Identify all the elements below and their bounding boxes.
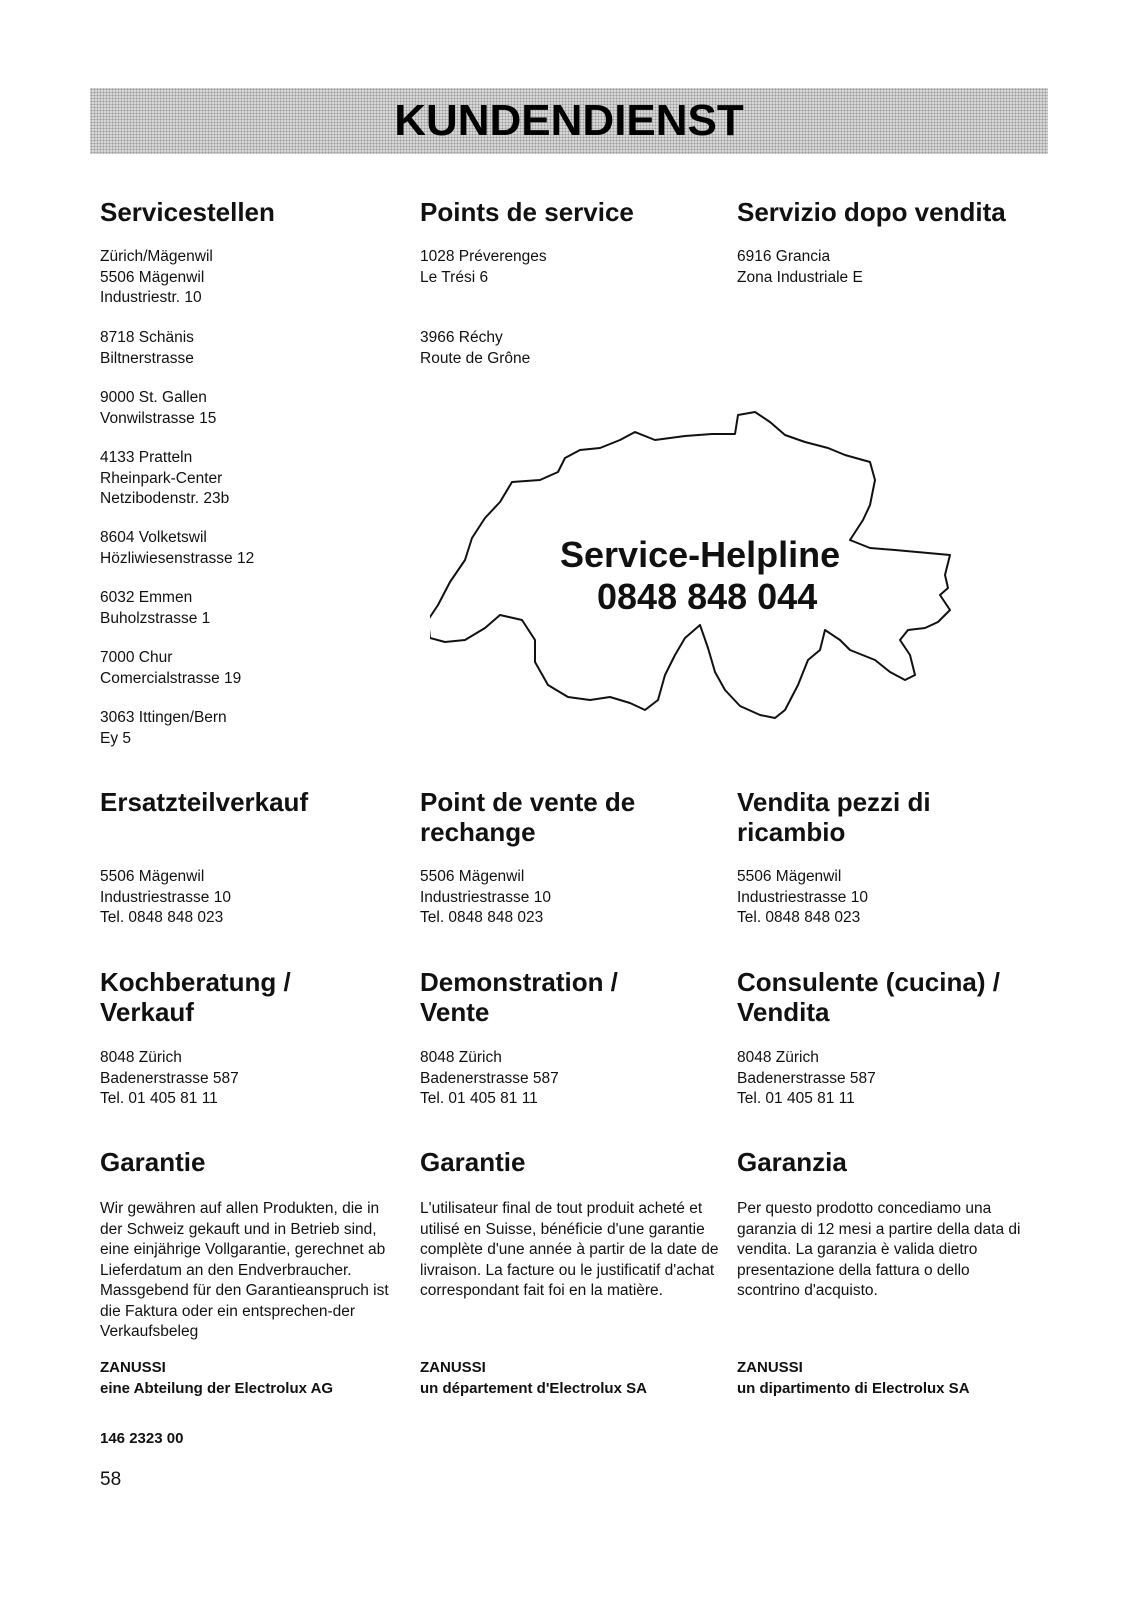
address-fr-1: 1028 Préverenges Le Trési 6 xyxy=(420,248,547,286)
heading-servizio-dopo-vendita: Servizio dopo vendita xyxy=(737,197,1006,227)
address-it-1: 6916 Grancia Zona Industriale E xyxy=(737,248,863,286)
heading-demonstration-line1: Demonstration / xyxy=(420,967,618,997)
heading-ersatzteilverkauf: Ersatzteilverkauf xyxy=(100,787,309,817)
title-banner xyxy=(90,88,1048,154)
heading-consulente-line2: Vendita xyxy=(737,997,830,1027)
heading-vendita-pezzi-line1: Vendita pezzi di xyxy=(737,787,931,817)
warranty-text-it: Per questo prodotto concediamo una garanzia di 12 mesi a partire della data di vendita. La garanzia è valida dietro presentazione della fattura o dello scontrino d'acquisto. xyxy=(737,1200,1021,1299)
heading-vendita-pezzi-line2: ricambio xyxy=(737,817,846,847)
company-de: ZANUSSI eine Abteilung der Electrolux AG xyxy=(100,1359,334,1397)
heading-garanzia-it: Garanzia xyxy=(737,1147,847,1177)
page-title: KUNDENDIENST xyxy=(394,96,744,145)
heading-servicestellen: Servicestellen xyxy=(100,197,275,227)
address-fr-2: 3966 Réchy Route de Grône xyxy=(420,329,531,367)
page-number: 58 xyxy=(100,1469,122,1490)
spare-parts-address-fr: 5506 Mägenwil Industriestrasse 10 Tel. 0848 848 023 xyxy=(420,868,551,926)
heading-points-de-service: Points de service xyxy=(420,197,634,227)
cooking-address-fr: 8048 Zürich Badenerstrasse 587 Tel. 01 405 81 11 xyxy=(420,1049,559,1107)
heading-demonstration-line2: Vente xyxy=(420,997,490,1027)
company-it: ZANUSSI un dipartimento di Electrolux SA xyxy=(737,1359,970,1397)
document-number: 146 2323 00 xyxy=(100,1430,184,1447)
heading-consulente-line1: Consulente (cucina) / xyxy=(737,967,1000,997)
heading-point-de-vente-line2: rechange xyxy=(420,817,536,847)
cooking-address-de: 8048 Zürich Badenerstrasse 587 Tel. 01 405 81 11 xyxy=(100,1049,239,1107)
heading-garantie-fr: Garantie xyxy=(420,1147,526,1177)
address-de-8: 3063 Ittingen/Bern Ey 5 xyxy=(100,709,227,747)
helpline-label: Service-Helpline xyxy=(560,534,841,575)
address-de-5: 8604 Volketswil Hözliwiesenstrasse 12 xyxy=(100,529,255,567)
cooking-address-it: 8048 Zürich Badenerstrasse 587 Tel. 01 405 81 11 xyxy=(737,1049,876,1107)
company-fr: ZANUSSI un département d'Electrolux SA xyxy=(420,1359,647,1397)
heading-garantie-de: Garantie xyxy=(100,1147,206,1177)
address-de-4: 4133 Pratteln Rheinpark-Center Netzibodenstr. 23b xyxy=(100,449,230,507)
spare-parts-address-de: 5506 Mägenwil Industriestrasse 10 Tel. 0848 848 023 xyxy=(100,868,231,926)
address-de-7: 7000 Chur Comercialstrasse 19 xyxy=(100,649,242,687)
heading-point-de-vente-line1: Point de vente de xyxy=(420,787,636,817)
address-de-6: 6032 Emmen Buholzstrasse 1 xyxy=(100,589,211,627)
address-de-2: 8718 Schänis Biltnerstrasse xyxy=(100,329,194,367)
address-de-3: 9000 St. Gallen Vonwilstrasse 15 xyxy=(100,389,217,427)
spare-parts-address-it: 5506 Mägenwil Industriestrasse 10 Tel. 0848 848 023 xyxy=(737,868,868,926)
heading-kochberatung-line2: Verkauf xyxy=(100,997,194,1027)
address-de-1: Zürich/Mägenwil 5506 Mägenwil Industriestr. 10 xyxy=(100,248,213,306)
helpline-number: 0848 848 044 xyxy=(597,576,818,617)
heading-kochberatung-line1: Kochberatung / xyxy=(100,967,291,997)
warranty-text-de: Wir gewähren auf allen Produkten, die in der Schweiz gekauft und in Betrieb sind, eine einjährige Vollgarantie, gerechnet ab Lieferdatum an den Endverbraucher. Massgebend für den Garantieanspruch ist die Faktura oder ein entsprechen-der Verkaufsbeleg xyxy=(100,1200,389,1340)
warranty-text-fr: L'utilisateur final de tout produit acheté et utilisé en Suisse, bénéficie d'une garantie complète d'une année à partir de la date de livraison. La facture ou le justificatif d'achat correspondant fait foi en la matière. xyxy=(420,1200,719,1299)
